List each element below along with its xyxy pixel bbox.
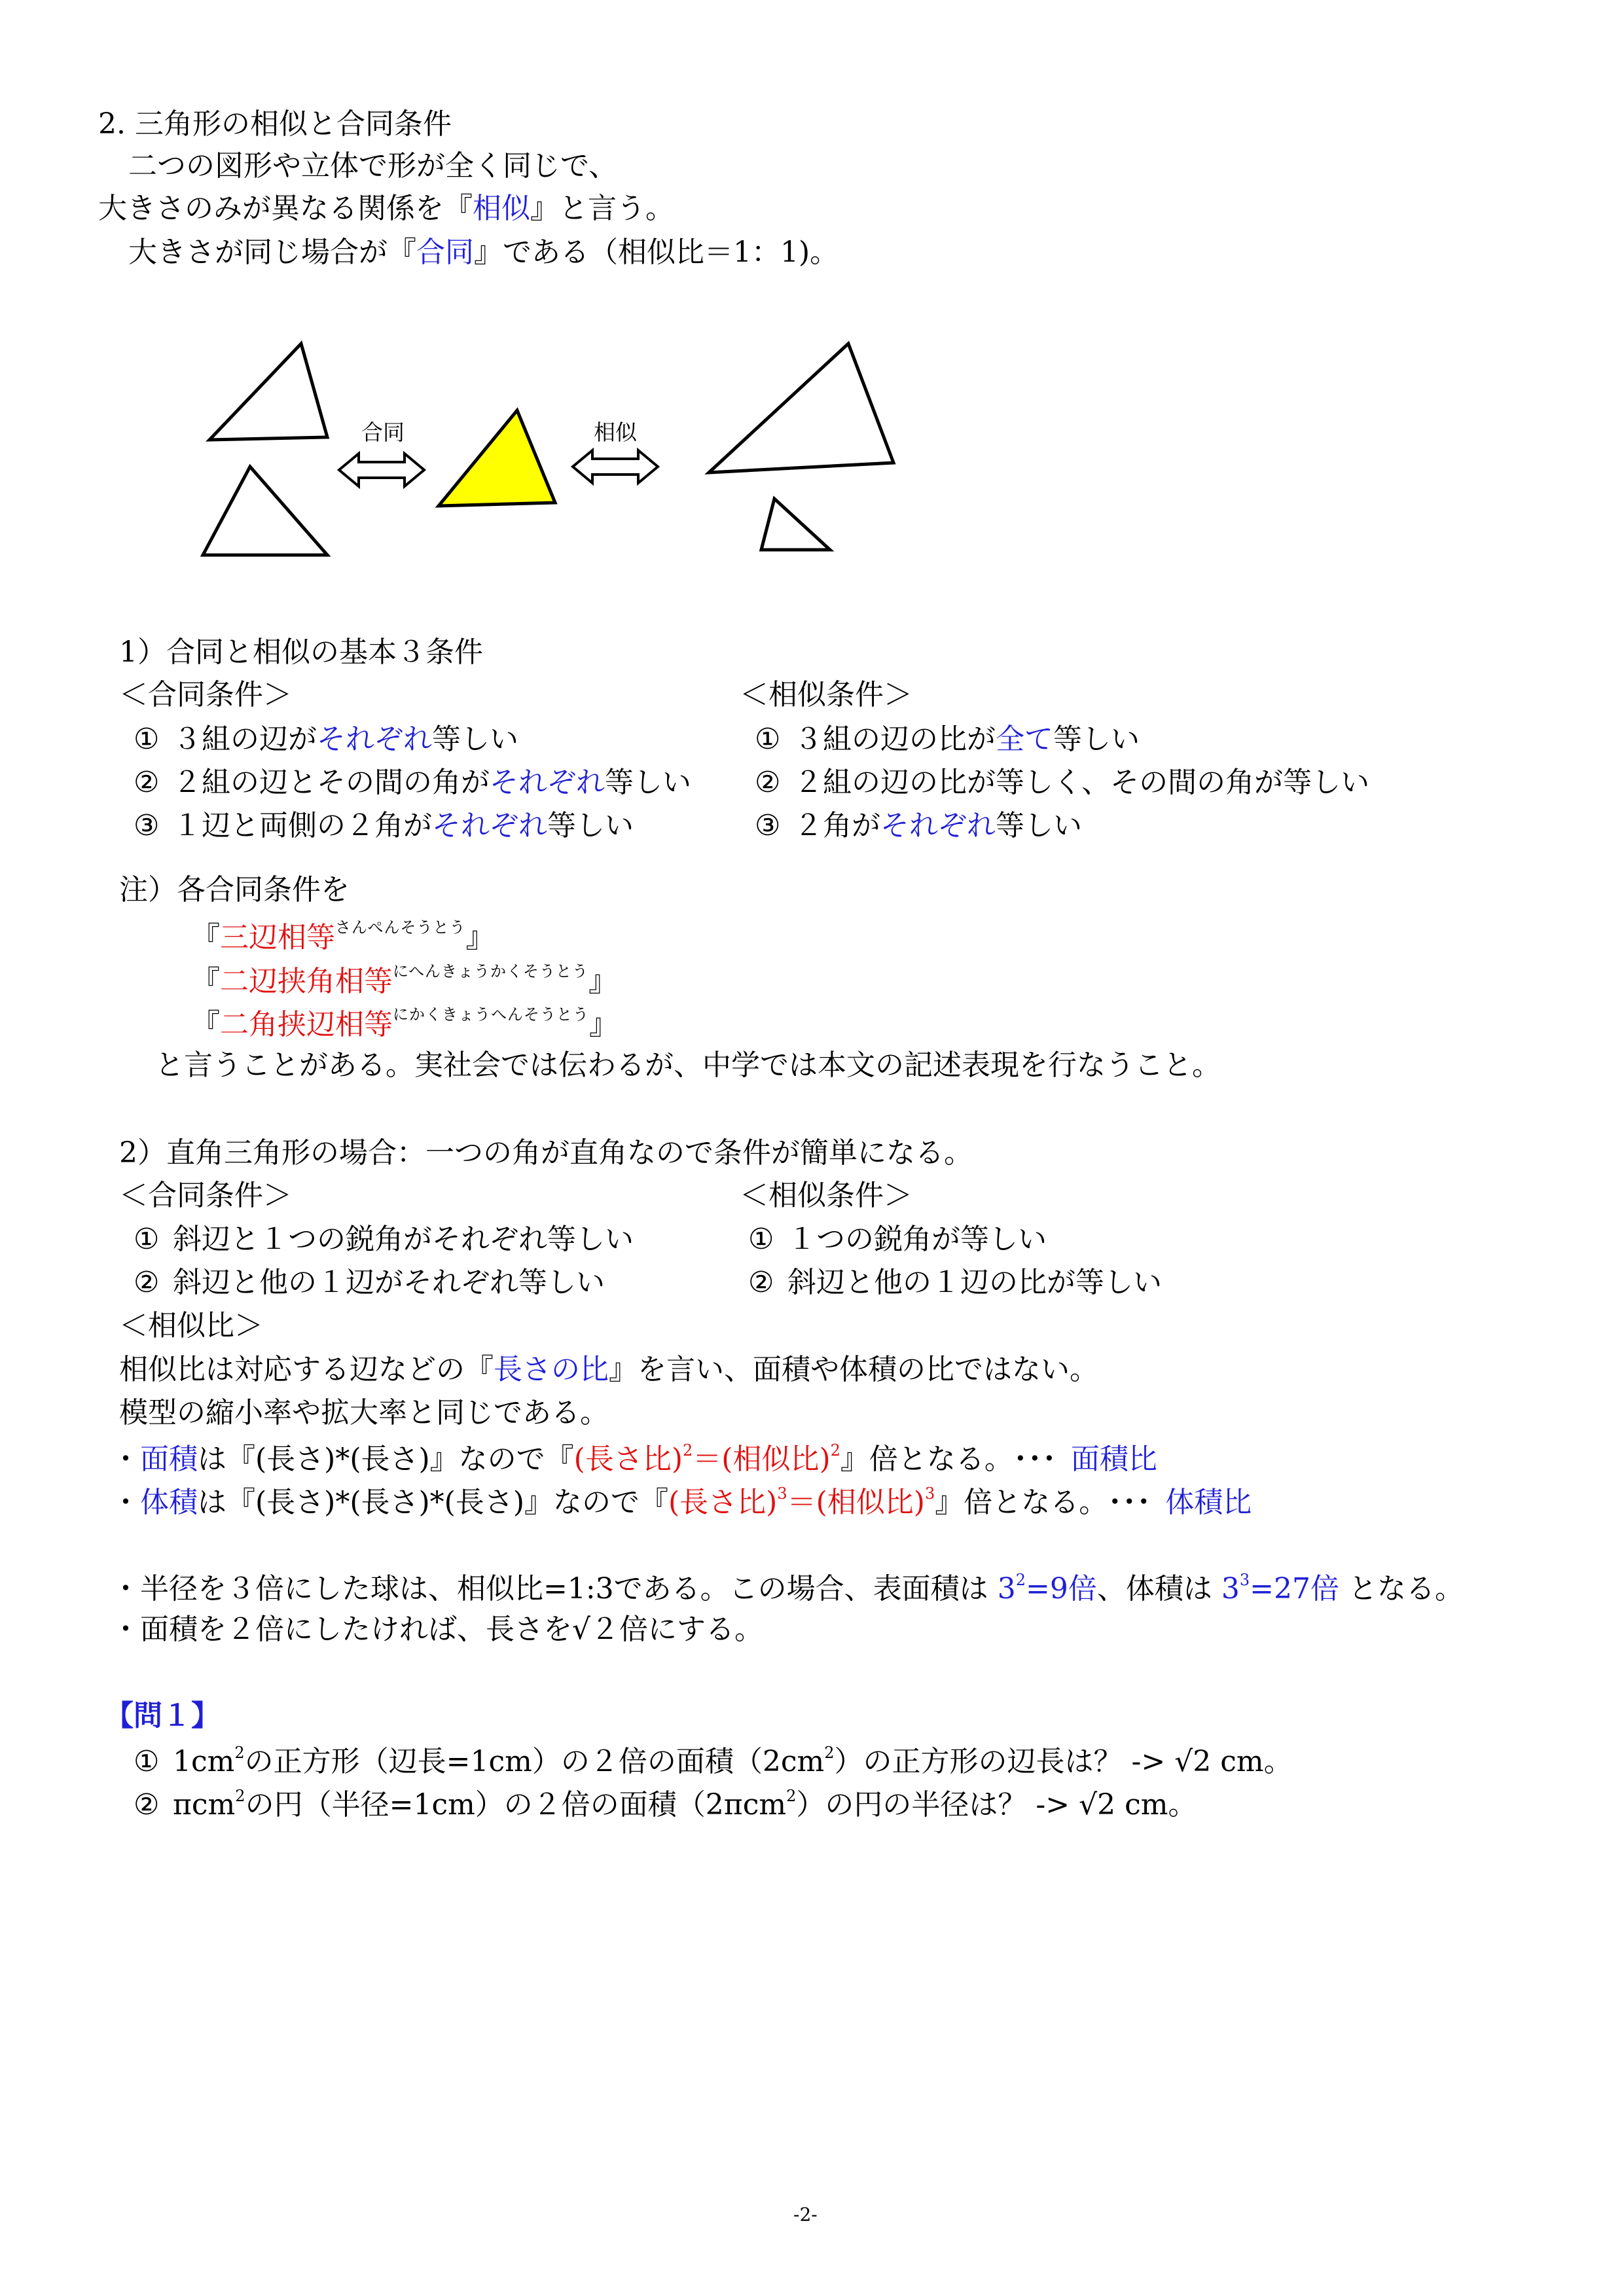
congruent-condition-3	[134, 809, 634, 842]
similar-condition-3	[755, 809, 1082, 842]
note-closing: と言うことがある。実社会では伝わるが、中学では本文の記述表現を行なうこと。	[155, 1049, 1221, 1082]
part1-similar-header: ＜相似条件＞	[740, 678, 912, 711]
bracket: 『	[191, 921, 220, 954]
example-value: 3	[1221, 1572, 1240, 1605]
area-ratio-line	[111, 1443, 1157, 1474]
tag-volume-ratio: 体積比	[1165, 1486, 1252, 1519]
page-number: -2-	[793, 2204, 818, 2225]
exponent: 2	[234, 1744, 245, 1762]
note-term-3	[191, 1007, 618, 1039]
question-text: 1cm	[173, 1745, 235, 1778]
right-congruent-condition-2	[134, 1268, 605, 1297]
answer-text: 2 cm。	[1097, 1788, 1197, 1821]
question-item-1	[134, 1745, 1293, 1776]
condition-emphasis: それぞれ	[490, 766, 605, 799]
exponent: 2	[786, 1787, 797, 1805]
condition-text: 等しい	[605, 766, 691, 799]
triangle-congruent-b	[203, 467, 327, 555]
question-text: πcm	[173, 1788, 236, 1821]
part1-congruent-header: ＜合同条件＞	[119, 678, 292, 711]
example-value: =27倍	[1250, 1572, 1339, 1605]
condition-text: 斜辺と１つの鋭角がそれぞれ等しい	[173, 1223, 634, 1256]
condition-text: ２組の辺の比が等しく、その間の角が等しい	[794, 766, 1370, 799]
example-text: ２倍にする。	[590, 1613, 764, 1646]
item-number: ②	[134, 1788, 160, 1821]
note-intro: 注）各合同条件を	[119, 873, 350, 906]
volume-ratio-line	[111, 1486, 1252, 1517]
term: 二角挟辺相等	[220, 1008, 393, 1041]
ratio-text: 相似比は対応する辺などの『	[119, 1353, 494, 1386]
exponent: 3	[1239, 1571, 1250, 1589]
part2-similar-header: ＜相似条件＞	[740, 1179, 912, 1212]
ratio-text: 』倍となる。･･･	[935, 1486, 1151, 1519]
example-text: となる。	[1348, 1572, 1464, 1605]
bracket: 『	[191, 1008, 220, 1041]
bullet: ・	[111, 1486, 140, 1519]
intro-text: 大きさが同じ場合が『	[128, 236, 416, 269]
similar-condition-2	[755, 768, 1369, 797]
item-number: ①	[748, 1223, 774, 1256]
item-number: ①	[134, 1745, 160, 1778]
ratio-header: ＜相似比＞	[119, 1309, 263, 1342]
right-similar-condition-1	[748, 1225, 1047, 1254]
triangle-figure	[0, 0, 1624, 589]
condition-text: 等しい	[996, 809, 1082, 842]
intro-line-1: 二つの図形や立体で形が全く同じで、	[128, 149, 618, 183]
right-similar-condition-2	[748, 1268, 1162, 1297]
question-text: の正方形（辺長=1cm）の２倍の面積（2cm	[244, 1745, 825, 1778]
exponent: 3	[924, 1484, 935, 1503]
formula-part: ＝(相似比)	[787, 1486, 925, 1519]
sqrt-symbol: √	[572, 1613, 591, 1646]
bracket: 』	[588, 965, 618, 998]
congruent-condition-1	[134, 725, 518, 754]
condition-text: 斜辺と他の１辺の比が等しい	[787, 1266, 1162, 1299]
ratio-text: 』倍となる。･･･	[840, 1443, 1056, 1476]
exponent: 2	[830, 1441, 840, 1460]
sqrt-symbol: √	[1079, 1788, 1098, 1821]
question-text: ）の正方形の辺長は？ ->	[834, 1745, 1166, 1778]
term-volume: 体積	[140, 1486, 198, 1519]
condition-text: ２組の辺とその間の角が	[173, 766, 490, 799]
term-congruent: 合同	[416, 236, 474, 269]
condition-emphasis: それぞれ	[317, 723, 432, 756]
term-reading: さんぺんそうとう	[335, 918, 466, 937]
note-term-1	[191, 920, 495, 952]
condition-text: １つの鋭角が等しい	[787, 1223, 1047, 1256]
bullet: ・	[111, 1443, 140, 1476]
item-number: ①	[134, 723, 160, 756]
term-similar: 相似	[473, 192, 530, 225]
item-number: ②	[755, 766, 781, 799]
item-number: ②	[134, 1266, 160, 1299]
item-number: ②	[134, 766, 160, 799]
question-text: ）の円の半径は？ ->	[796, 1788, 1070, 1821]
condition-text: 等しい	[1053, 723, 1140, 756]
part1-heading: 1）合同と相似の基本３条件	[119, 636, 483, 669]
condition-text: ３組の辺が	[173, 723, 317, 756]
item-number: ②	[748, 1266, 774, 1299]
ratio-text: 』を言い、面積や体積の比ではない。	[609, 1353, 1098, 1386]
example-text: ・半径を３倍にした球は、相似比=1:3である。この場合、表面積は	[111, 1572, 988, 1605]
term: 二辺挟角相等	[220, 965, 393, 998]
question-label: 【問１】	[105, 1699, 220, 1732]
example-text: ・面積を２倍にしたければ、長さを	[111, 1613, 572, 1646]
example-text: 、体積は	[1096, 1572, 1212, 1605]
similar-condition-1	[755, 725, 1140, 754]
intro-text: 』である（相似比＝1：1)。	[474, 236, 839, 269]
item-number: ③	[134, 809, 160, 842]
condition-text: 等しい	[432, 723, 518, 756]
intro-text: 大きさのみが異なる関係を『	[98, 192, 473, 225]
double-arrow-similar	[573, 450, 658, 483]
bracket: 『	[191, 965, 220, 998]
answer-text: 2 cm。	[1193, 1745, 1293, 1778]
term-reading: にかくきょうへんそうとう	[393, 1005, 589, 1024]
question-item-2	[134, 1788, 1197, 1820]
question-text: の円（半径=1cm）の２倍の面積（2πcm	[245, 1788, 787, 1821]
condition-text: 等しい	[547, 809, 634, 842]
condition-text: ３組の辺の比が	[794, 723, 996, 756]
example-value: =9倍	[1025, 1572, 1097, 1605]
ratio-text: は『(長さ)*(長さ)』なので『	[198, 1443, 574, 1476]
congruent-condition-2	[134, 768, 691, 797]
bracket: 』	[465, 921, 495, 954]
condition-text: １辺と両側の２角が	[173, 809, 432, 842]
tag-area-ratio: 面積比	[1070, 1443, 1157, 1476]
exponent: 2	[824, 1744, 835, 1762]
part2-congruent-header: ＜合同条件＞	[119, 1179, 292, 1212]
triangle-similar-large	[709, 344, 893, 473]
item-number: ①	[134, 1223, 160, 1256]
formula-part: (長さ比)	[668, 1486, 778, 1519]
triangle-congruent-a	[209, 344, 327, 440]
double-arrow-congruent	[339, 454, 424, 486]
item-number: ③	[755, 809, 781, 842]
section-title: 2. 三角形の相似と合同条件	[98, 107, 452, 141]
ratio-line-2: 模型の縮小率や拡大率と同じである。	[119, 1396, 609, 1429]
exponent: 2	[683, 1441, 693, 1460]
formula-part: ＝(相似比)	[693, 1443, 831, 1476]
part2-heading: 2）直角三角形の場合：一つの角が直角なので条件が簡単になる。	[119, 1136, 973, 1170]
triangle-similar-small	[761, 499, 830, 550]
term: 三辺相等	[220, 921, 335, 954]
exponent: 2	[1015, 1571, 1026, 1589]
sphere-example	[111, 1572, 1464, 1604]
term-area: 面積	[140, 1443, 198, 1476]
label-similar: 相似	[594, 420, 637, 445]
note-term-2	[191, 963, 617, 996]
condition-text: ２角が	[794, 809, 880, 842]
intro-text: 』と言う。	[530, 192, 674, 225]
item-number: ①	[755, 723, 781, 756]
exponent: 2	[235, 1787, 245, 1805]
label-congruent: 合同	[361, 420, 405, 445]
term-length-ratio: 長さの比	[494, 1353, 609, 1386]
condition-emphasis: それぞれ	[880, 809, 996, 842]
right-congruent-condition-1	[134, 1225, 634, 1254]
exponent: 3	[777, 1484, 787, 1503]
triangle-base-yellow	[439, 410, 555, 506]
condition-text: 斜辺と他の１辺がそれぞれ等しい	[173, 1266, 605, 1299]
area-double-example	[111, 1615, 763, 1644]
condition-emphasis: 全て	[996, 723, 1053, 756]
term-reading: にへんきょうかくそうとう	[393, 962, 589, 980]
sqrt-symbol: √	[1174, 1745, 1193, 1778]
bracket: 』	[589, 1008, 618, 1041]
formula-part: (長さ比)	[573, 1443, 683, 1476]
ratio-line-1	[119, 1355, 1098, 1384]
ratio-text: は『(長さ)*(長さ)*(長さ)』なので『	[198, 1486, 668, 1519]
condition-emphasis: それぞれ	[432, 809, 547, 842]
example-value: 3	[997, 1572, 1016, 1605]
